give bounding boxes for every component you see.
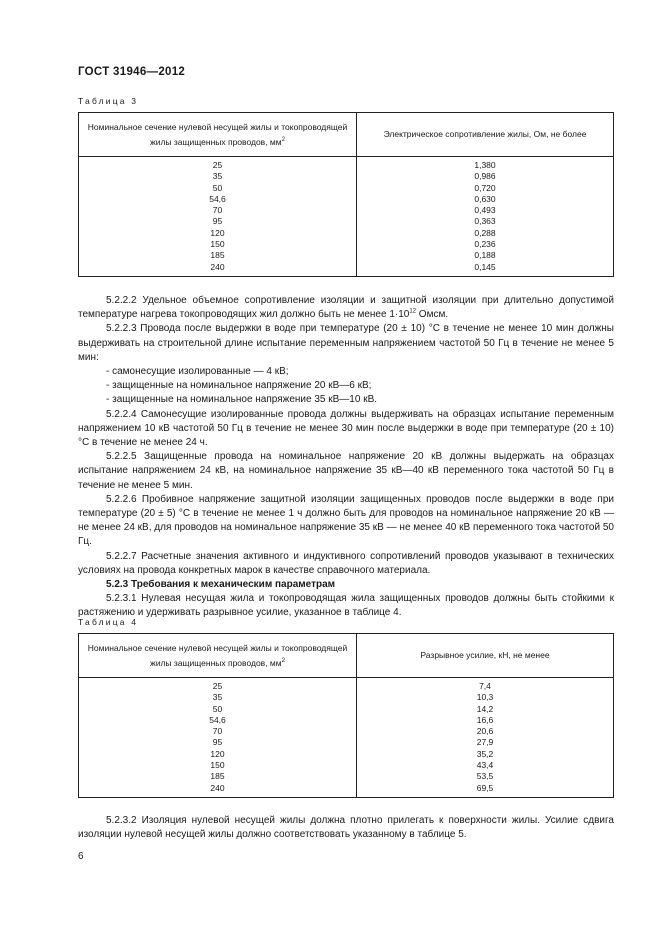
page-number: 6	[78, 851, 84, 862]
paragraph-5-2-2-6: 5.2.2.6 Пробивное напряжение защитной изоляции защищенных проводов после выдержки в воде при температуре (20 ± 5) °С в течение не менее 1 ч должно быть для проводов на номинальное напряжение 20 кВ — не менее 24 кВ, для проводов на номинальное напряжение 35 кВ — не менее 40 кВ переменного тока частотой 50 Гц.	[78, 493, 614, 548]
standard-header: ГОСТ 31946—2012	[78, 66, 186, 78]
section-heading-5-2-3: 5.2.3 Требования к механическим параметрам	[106, 579, 336, 591]
table-3-caption: Таблица 3	[78, 96, 139, 106]
list-item: - защищенные на номинальное напряжение 35 кВ—10 кВ.	[106, 394, 378, 406]
list-item: - самонесущие изолированные — 4 кВ;	[106, 366, 289, 378]
paragraph-5-2-2-2: 5.2.2.2 Удельное объемное сопротивление изоляции и защитной изоляции при длительно допустимой температуре нагрева токопроводящих жил должно быть не менее $1\cdot 10^{12}$ Омсм.	[78, 295, 614, 321]
table-3-header-resistance: Электрическое сопротивление жилы, Ом, не более	[357, 113, 614, 157]
table-4-header-breaking-force: Разрывное усилие, кН, не менее	[357, 634, 614, 678]
table-row	[79, 157, 614, 277]
paragraph-5-2-3-1: 5.2.3.1 Нулевая несущая жила и токопроводящая жила защищенных проводов должны быть стойкими к растяжению и удерживать разрывное усилие, указанное в таблице 4.	[78, 593, 614, 619]
paragraph-5-2-2-4: 5.2.2.4 Самонесущие изолированные провода должны выдерживать на образцах испытание переменным напряжением 10 кВ частотой 50 Гц в течение не менее 30 мин после выдержки в воде при температуре (20 ± 10) °С в течение не менее 24 ч.	[78, 408, 614, 449]
body-text-block	[78, 294, 614, 621]
table-3-section-column: 25 35 50 54,6 70 95 120 150 185 240	[79, 157, 357, 277]
table-3	[78, 112, 614, 277]
table-3-resistance-column: 1,380 0,986 0,720 0,630 0,493 0,363 0,288 0,236 0,188 0,145	[357, 157, 614, 277]
list-item: - защищенные на номинальное напряжение 20 кВ—6 кВ;	[106, 380, 372, 392]
table-4-caption: Таблица 4	[78, 617, 139, 627]
table-4	[78, 633, 614, 798]
table-4-header-section: Номинальное сечение нулевой несущей жилы и токопроводящей жилы защищенных проводов, $мм^2$	[79, 634, 357, 678]
table-row	[79, 678, 614, 798]
table-4-breaking-force-column: 7,4 10,3 14,2 16,6 20,6 27,9 35,2 43,4 53,5 69,5	[357, 678, 614, 798]
table-4-section-column: 25 35 50 54,6 70 95 120 150 185 240	[79, 678, 357, 798]
paragraph-5-2-2-5: 5.2.2.5 Защищенные провода на номинальное напряжение 20 кВ должны выдержать на образцах испытание напряжением 24 кВ, на номинальное напряжение 35 кВ—40 кВ переменного тока частотой 50 Гц в течение не менее 5 мин.	[78, 451, 614, 491]
paragraph-5-2-2-7: 5.2.2.7 Расчетные значения активного и индуктивного сопротивлений проводов указывают в технических условиях на провода конкретных марок в качестве справочного материала.	[78, 550, 614, 576]
paragraph-5-2-3-2: 5.2.3.2 Изоляция нулевой несущей жилы должна плотно прилегать к поверхности жилы. Усилие сдвига изоляции нулевой несущей жилы должно соответствовать указанному в таблице 5.	[78, 815, 614, 841]
paragraph-5-2-2-3: 5.2.2.3 Провода после выдержки в воде при температуре (20 ± 10) °С в течение не менее 10 мин должны выдерживать на строительной длине испытание переменным напряжением частотой 50 Гц в течение не менее 5 мин:	[78, 323, 614, 363]
table-3-header-section: Номинальное сечение нулевой несущей жилы и токопроводящей жилы защищенных проводов, $мм^2$	[79, 113, 357, 157]
